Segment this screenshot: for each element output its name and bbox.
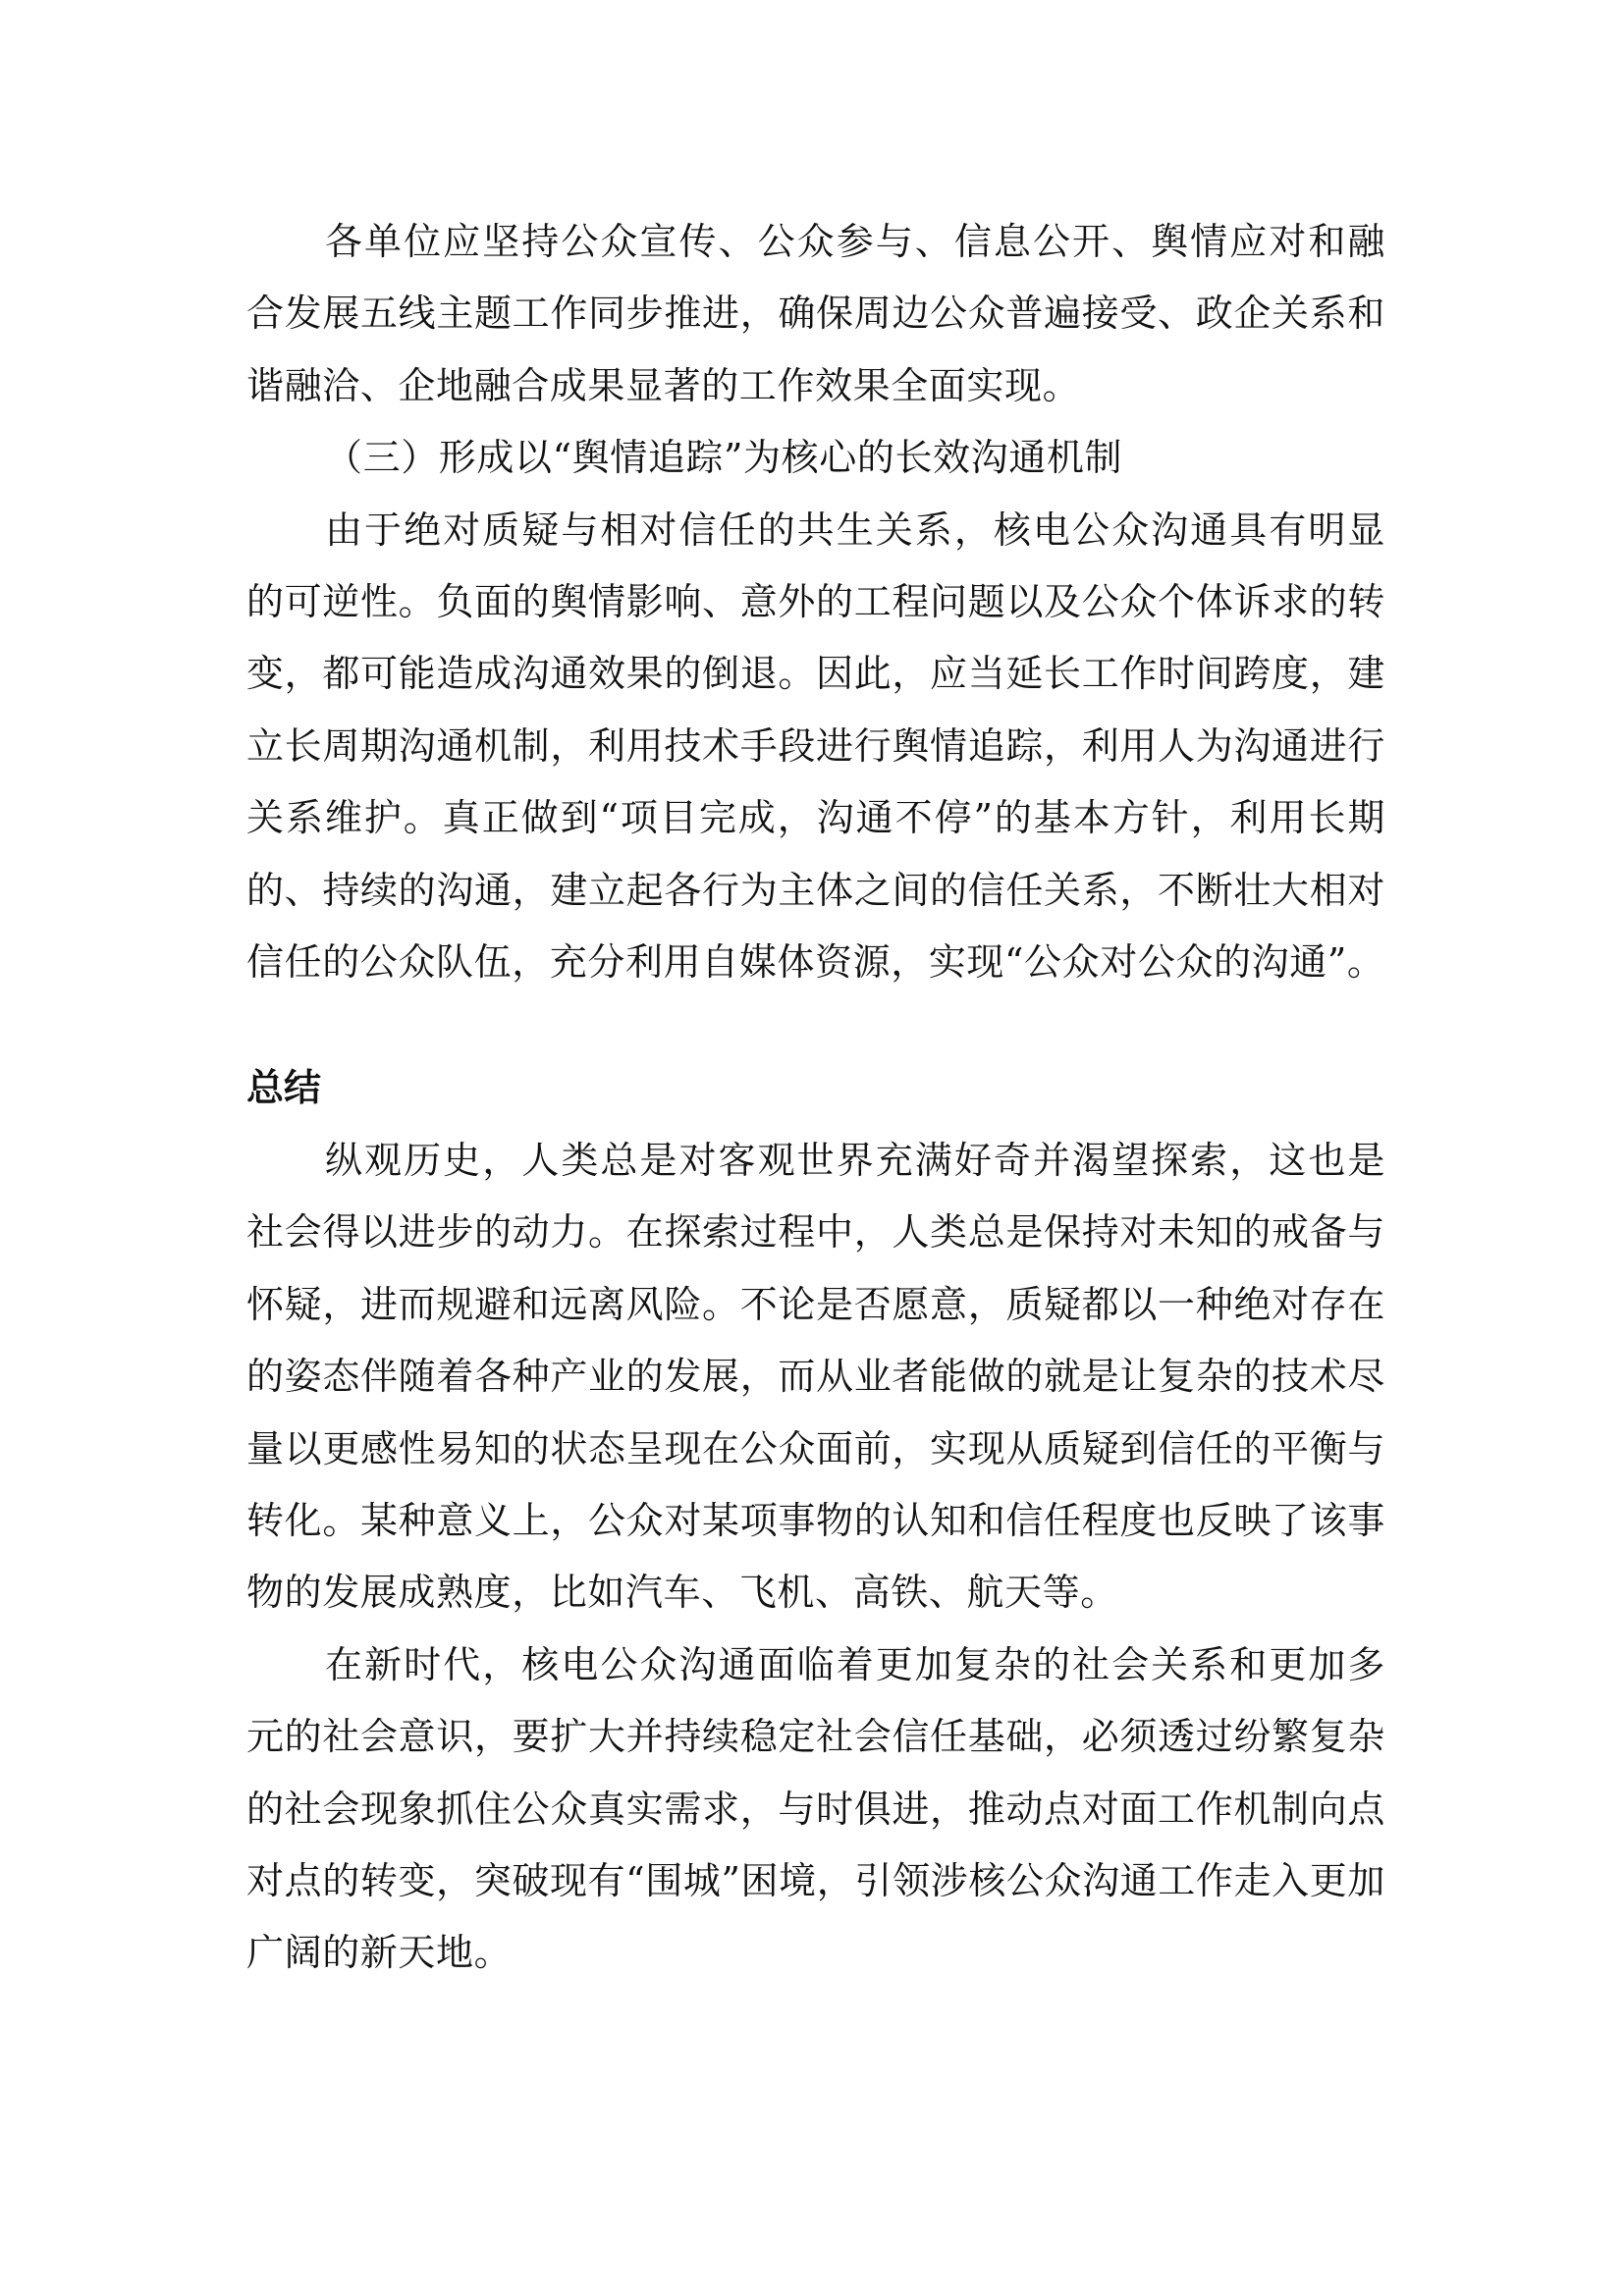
subheading-sentiment-tracking: （三）形成以“舆情追踪”为核心的长效沟通机制 bbox=[325, 436, 1123, 480]
paragraph-conclusion-history: 纵观历史，人类总是对客观世界充满好奇并渴望探索，这也是社会得以进步的动力。在探索过程中，人类总是保持对未知的戒备与怀疑，进而规避和远离风险。不论是否愿意，质疑都以一种绝对存在的姿态伴随着各种产业的发展，而从业者能做的就是让复杂的技术尽量以更感性易知的状态呈现在公众面前，实现从质疑到信任的平衡与转化。某种意义上，公众对某项事物的认知和信任程度也反映了该事物的发展成熟度，比如汽车、飞机、高铁、航天等。 bbox=[246, 1138, 1385, 1615]
paragraph-trust-mechanism: 由于绝对质疑与相对信任的共生关系，核电公众沟通具有明显的可逆性。负面的舆情影响、意外的工程问题以及公众个体诉求的转变，都可能造成沟通效果的倒退。因此，应当延长工作时间跨度，建立长周期沟通机制，利用技术手段进行舆情追踪，利用人为沟通进行关系维护。真正做到“项目完成，沟通不停”的基本方针，利用长期的、持续的沟通，建立起各行为主体之间的信任关系，不断壮大相对信任的公众队伍，充分利用自媒体资源，实现“公众对公众的沟通”。 bbox=[246, 507, 1385, 985]
document-body bbox=[246, 206, 1385, 1990]
section-title-summary: 总结 bbox=[246, 1066, 322, 1110]
paragraph-conclusion-new-era: 在新时代，核电公众沟通面临着更加复杂的社会关系和更加多元的社会意识，要扩大并持续稳定社会信任基础，必须透过纷繁复杂的社会现象抓住公众真实需求，与时俱进，推动点对面工作机制向点对点的转变，突破现有“围城”困境，引领涉核公众沟通工作走入更加广阔的新天地。 bbox=[246, 1642, 1385, 1975]
paragraph-five-lines: 各单位应坚持公众宣传、公众参与、信息公开、舆情应对和融合发展五线主题工作同步推进，确保周边公众普遍接受、政企关系和谐融洽、企地融合成果显著的工作效果全面实现。 bbox=[246, 220, 1385, 407]
